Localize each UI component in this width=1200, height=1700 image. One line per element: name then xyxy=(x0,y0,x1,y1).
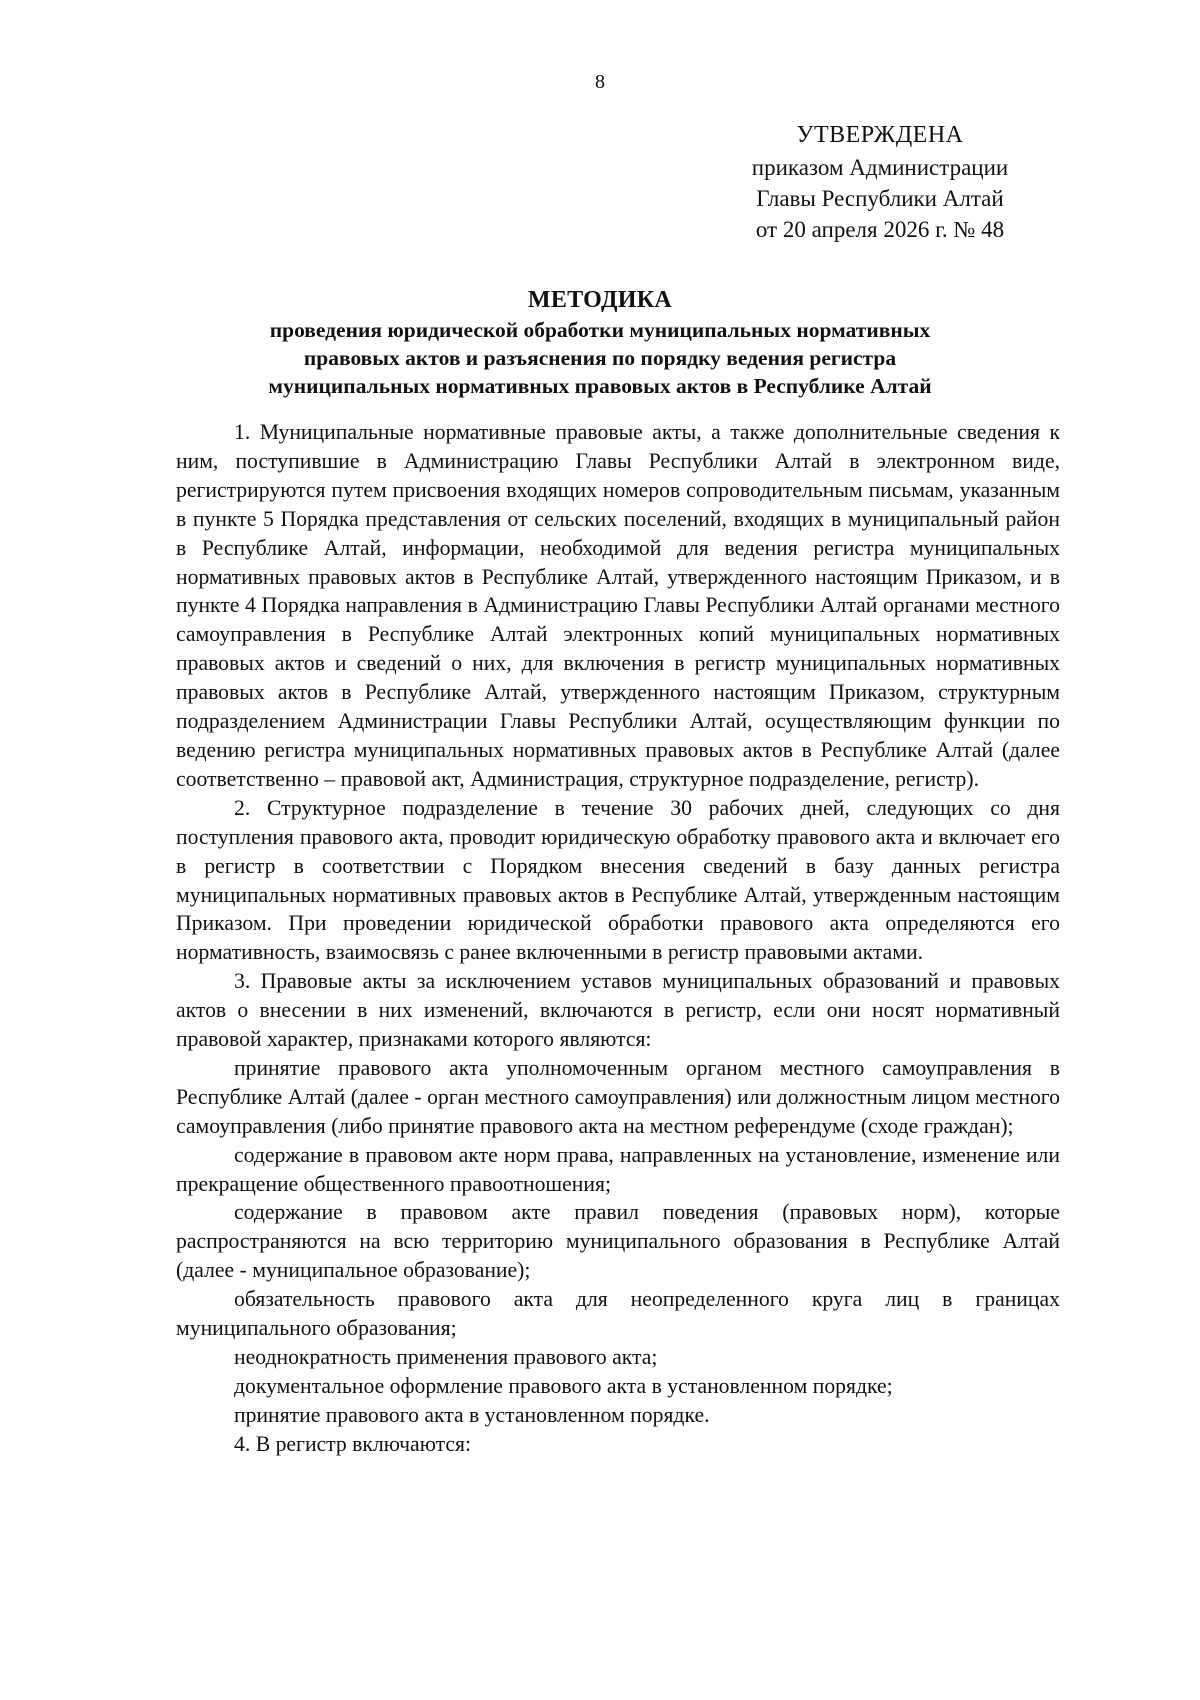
criterion-obligatory: обязательность правового акта для неопределенного круга лиц в границах муниципального образования; xyxy=(176,1287,1060,1341)
document-body xyxy=(176,418,1060,1459)
approval-line-1: приказом Администрации xyxy=(751,155,1009,180)
criterion-legal-norms: содержание в правовом акте норм права, направленных на установление, изменение или прекращение общественного правоотношения; xyxy=(176,1142,1060,1196)
criterion-territory: содержание в правовом акте правил поведения (правовых норм), которые распространяются на всю территорию муниципального образования в Республике Алтай (далее - муниципальное образование); xyxy=(176,1200,1060,1283)
approval-line-3: от 20 апреля 2026 г. № 48 xyxy=(755,217,1005,242)
document-subtitle-line-1: проведения юридической обработки муниципальных нормативных xyxy=(269,318,931,342)
document-subtitle-line-2: правовых актов и разъяснения по порядку ведения регистра xyxy=(303,346,897,370)
page-number: 8 xyxy=(595,71,605,93)
paragraph-3: 3. Правовые акты за исключением уставов муниципальных образований и правовых актов о внесении в них изменений, включаются в регистр, если они носят нормативный правовой характер, признаками которого являются: xyxy=(176,969,1060,1052)
criterion-adoption-by-authority: принятие правового акта уполномоченным органом местного самоуправления в Республике Алтай (далее - орган местного самоуправления) или должностным лицом местного самоуправления (либо принятие правового акта на местном референдуме (сходе граждан); xyxy=(176,1055,1060,1138)
approval-stamp xyxy=(700,120,1060,245)
criterion-repeated-use: неоднократность применения правового акта; xyxy=(234,1345,658,1369)
document-subtitle-line-3: муниципальных нормативных правовых актов в Республике Алтай xyxy=(268,374,932,398)
paragraph-1: 1. Муниципальные нормативные правовые акты, а также дополнительные сведения к ним, поступившие в Администрацию Главы Республики Алтай в электронном виде, регистрируются путем присвоения входящих номеров сопроводительным письмам, указанным в пункте 5 Порядка представления от сельских поселений, входящих в муниципальный район в Республике Алтай, информации, необходимой для ведения регистра муниципальных нормативных правовых актов в Республике Алтай, утвержденного настоящим Приказом, и в пункте 4 Порядка направления в Администрацию Главы Республики Алтай органами местного самоуправления в Республике Алтай электронных копий муниципальных нормативных правовых актов и сведений о них, для включения в регистр муниципальных нормативных правовых актов в Республике Алтай, утвержденного настоящим Приказом, структурным подразделением Администрации Главы Республики Алтай, осуществляющим функции по ведению регистра муниципальных нормативных правовых актов в Республике Алтай (далее соответственно – правовой акт, Администрация, структурное подразделение, регистр). xyxy=(176,420,1060,791)
approval-status: УТВЕРЖДЕНА xyxy=(796,122,964,148)
approval-line-2: Главы Республики Алтай xyxy=(756,186,1004,211)
paragraph-2: 2. Структурное подразделение в течение 30 рабочих дней, следующих со дня поступления правового акта, проводит юридическую обработку правового акта и включает его в регистр в соответствии с Порядком внесения сведений в базу данных регистра муниципальных нормативных правовых актов в Республике Алтай, утвержденным настоящим Приказом. При проведении юридической обработки правового акта определяются его нормативность, взаимосвязь с ранее включенными в регистр правовыми актами. xyxy=(176,795,1060,965)
criterion-adopted-in-order: принятие правового акта в установленном порядке. xyxy=(234,1402,710,1427)
document-title: МЕТОДИКА xyxy=(527,287,673,313)
criterion-documented: документальное оформление правового акта в установленном порядке; xyxy=(234,1373,893,1398)
paragraph-4: 4. В регистр включаются: xyxy=(234,1431,471,1456)
document-header xyxy=(175,284,1025,400)
